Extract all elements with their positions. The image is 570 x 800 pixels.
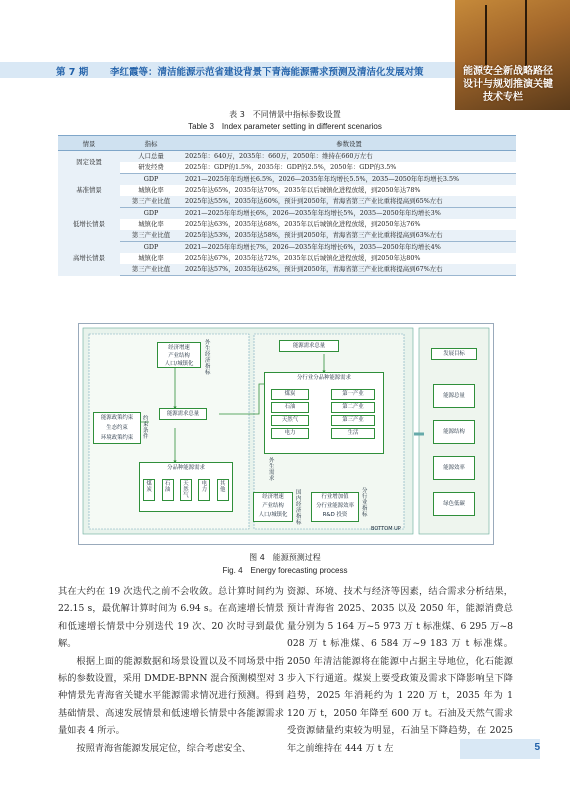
fuel-demand-box [139,462,233,512]
fuel-cell: 电力 [271,428,309,439]
input-item: 产业结构 [168,353,190,359]
fuel-list [140,479,232,501]
column-banner [455,0,570,110]
setting-cell: 2021—2025年年均增长7%，2026—2035年年均增长6%，2035—2050年年均增长4% [182,242,516,254]
right-column [287,583,513,757]
paragraph: 按照青海省能源发展定位，综合考虑安全、 [76,742,251,754]
targets-title: 发展目标 [431,348,477,360]
exogenous-label: 外生经济指标 [205,340,211,376]
indicator-cell: 城镇化率 [138,254,164,262]
macro-indicators-label: 国内经济指标 [296,490,302,526]
figure-caption-cn: 图 4 能源预测过程 [249,553,321,562]
table-header-row [58,136,516,151]
indicator-cell: 城镇化率 [138,220,164,228]
setting-cell: 2025年：640万，2035年：660万，2050年：维持在660万左右 [182,151,516,163]
input-item: 人口/城镇化 [164,361,194,367]
total-demand-box: 能源需求总量 [159,408,207,420]
constraint-item: 生态约束 [106,425,128,431]
page-number-tab [460,739,540,759]
setting-cell: 2025年达67%，2035年达72%，2035年以后城镇化进程放缓，到2050年达80% [185,254,421,262]
header-setting: 参数设置 [182,136,516,151]
left-column [58,583,284,757]
table-row [58,174,516,186]
sector-demand-title: 分行业分品种能源需求 [297,375,351,381]
constraint-item: 环境政策约束 [100,435,134,441]
sector-cell: 生活 [331,428,375,439]
setting-cell: 2025年达57%，2035年达62%，预计到2050年，青海省第三产业比重将提高到67%左右 [182,264,516,276]
fuel-cell: 天然气 [271,415,309,426]
sector-cell: 第三产业 [331,415,375,426]
bottom-up-label: BOTTOM UP [371,526,401,532]
fuel-column [271,389,309,439]
indicator-cell: 第三产业比值 [120,196,182,208]
setting-cell: 2021—2025年年均增长6.5%，2026—2035年年均增长5.5%，2035—2050年年均增长3.5% [182,174,516,186]
fuel-cell: 石油 [271,402,309,413]
target-item: 能源效率 [433,456,475,480]
sector-drivers-box [311,492,359,522]
figure-caption-en: Fig. 4 Energy forecasting process [222,566,348,575]
fuel-item: 石油 [162,479,174,501]
indicator-cell: 城镇化率 [138,186,164,194]
scenario-cell: 高增长情景 [58,242,120,276]
table-row [58,230,516,242]
table-row [58,264,516,276]
sector-demand-box [264,372,384,454]
exogenous-inputs-box [157,342,201,368]
target-item: 绿色低碳 [433,492,475,516]
fuel-item: 其他 [217,479,229,501]
energy-total-box: 能源需求总量 [279,340,339,352]
indicator-cell: 研发经费 [120,162,182,174]
scenario-cell: 低增长情景 [58,208,120,242]
constraint-item: 能源政策约束 [100,415,134,421]
setting-cell: 2025年达63%，2035年达68%，2035年以后城镇化进程放缓，到2050年达76% [185,220,421,228]
fuel-item: 电力 [198,479,210,501]
table-caption-en: Table 3 Index parameter setting in different scenarios [188,122,382,131]
driver-item: 行业增加值 [321,494,349,500]
input-item: 人口/城镇化 [258,512,288,518]
table-row [58,185,516,196]
input-item: 产业结构 [262,503,284,509]
paragraph: 资源、环境、技术与经济等因素，结合需求分析结果，预计青海省 2025、2035 以及 2050 年，能源消费总量分别为 5 164 万~5 973 万 t 标准煤、6 295 万~8 028 万 t 标准煤、6 584 万~9 183 万 t 标准煤。2050 年清洁能源将在能源中占据主导地位，化石能源步入下行通道。煤炭上要受政策及需求下降影响呈下降趋势，2025 年消耗约为 1 220 万 t，2035 年为 1 120 万 t，2050 年降至 600 万 t。石油及天然气需求受资源储量约束较为明显，石油呈下降趋势，在 2025 年之前维持在 444 万 t 左 [287,586,513,754]
indicator-cell: GDP [120,242,182,254]
driver-item: 分行业能源效率 [316,503,354,509]
issue-number: 第 7 期 [56,67,89,78]
indicator-cell: 第三产业比值 [120,264,182,276]
paragraph: 其在大约在 19 次迭代之前不会收敛。总计算时间约为 22.15 s，最优解计算时间为 6.94 s。在高速增长情景和低速增长情景中分别迭代 19 次、20 次时寻到最优解。 [58,586,284,650]
table-row [58,196,516,208]
constraints-label: 约束条件 [143,416,149,440]
table-row [58,151,516,163]
paragraph: 根据上面的能源数据和场景设置以及不同场景中指标的参数设置，采用 DMDE-BPNN 混合预测模型对 3 种情景先青海省关键水平能源需求情况进行预测。得到基础情景、高速发展情景和低速增长情景中各能源需求量如表 4 所示。 [58,655,284,737]
page-number: 5 [534,742,540,753]
table-row [58,162,516,174]
indicator-cell: 第三产业比值 [120,230,182,242]
fuel-item: 煤炭 [143,479,155,501]
column-line-1: 能源安全新战略路径 [463,66,553,77]
setting-cell: 2025年达53%，2035年达58%，预计到2050年，青海省第三产业比重将提高到63%左右 [182,230,516,242]
running-title: 李红霞等：清洁能源示范省建设背景下青海能源需求预测及清洁化发展对策 [110,67,424,78]
sector-column [331,389,375,439]
fuel-cell: 煤炭 [271,389,309,400]
header-indicator: 指标 [120,136,182,151]
indicator-cell: GDP [120,174,182,186]
pylon-graphic [485,5,487,65]
input-item: 经济增速 [262,494,284,500]
table-row [58,253,516,264]
column-line-2: 设计与规划推演关键 [463,79,553,90]
energy-forecast-diagram [78,323,494,545]
target-item: 能源总量 [433,384,475,408]
column-line-3: 技术专栏 [483,92,523,103]
indicator-cell: GDP [120,208,182,220]
table-row [58,208,516,220]
setting-cell: 2025年达65%，2035年达70%，2035年以后城镇化进程放缓，到2050年达78% [185,186,421,194]
setting-cell: 2025年达55%，2035年达60%，预计到2050年，青海省第三产业比重将提高到65%左右 [182,196,516,208]
bottom-inputs-box [253,492,293,522]
exogenous-demand-label: 外生需求 [269,458,275,482]
fuel-demand-title: 分品种能源需求 [167,465,205,471]
setting-cell: 2021—2025年年均增长6%，2026—2035年年均增长5%，2035—2050年年均增长3% [182,208,516,220]
scenario-cell: 基准情景 [58,174,120,208]
sector-cell: 第二产业 [331,402,375,413]
constraints-box [93,412,141,444]
header-scenario: 情景 [58,136,120,151]
target-item: 能源结构 [433,420,475,444]
indicator-cell: 人口总量 [120,151,182,163]
input-item: 经济增速 [168,345,190,351]
sector-indicators-label: 分行业指标 [362,488,368,518]
setting-cell: 2025年：GDP的1.5%，2035年：GDP的2.5%，2050年：GDP的3.5% [182,162,516,174]
scenario-cell: 固定设置 [58,151,120,174]
parameter-table [58,135,516,276]
pylon-graphic [525,0,527,70]
table-row [58,219,516,230]
driver-item: R&D 投资 [322,512,348,518]
sector-cell: 第一产业 [331,389,375,400]
fuel-item: 天然气 [180,479,192,501]
table-caption-cn: 表 3 不同情景中指标参数设置 [229,110,341,119]
table-row [58,242,516,254]
